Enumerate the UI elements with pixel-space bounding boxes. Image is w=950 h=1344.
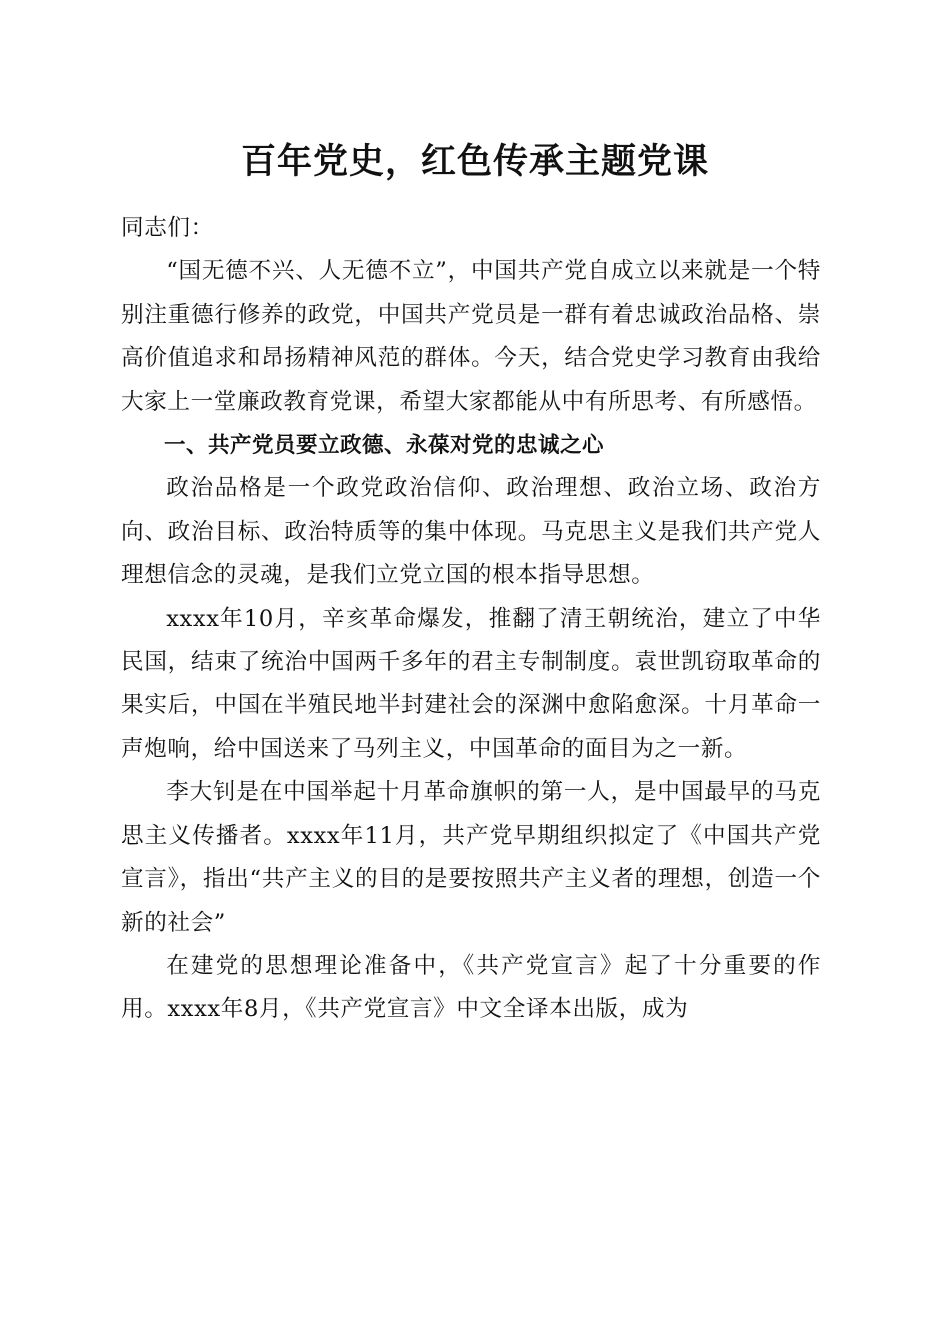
paragraph-li-dazhao: 李大钊是在中国举起十月革命旗帜的第一人，是中国最早的马克思主义传播者。xxxx年11月，共产党早期组织拟定了《中国共产党宣言》，指出“共产主义的目的是要按照共产主义者的理想，创造一个新的社会” (121, 779, 821, 936)
section-heading-1: 一、共产党员要立政德、永葆对党的忠诚之心 (164, 433, 605, 459)
paragraph-intro: “国无德不兴、人无德不立”，中国共产党自成立以来就是一个特别注重德行修养的政党，中国共产党员是一群有着忠诚政治品格、崇高价值追求和昂扬精神风范的群体。今天，结合党史学习教育由我给大家上一堂廉政教育党课，希望大家都能从中有所思考、有所感悟。 (121, 258, 821, 415)
paragraph-manifesto: 在建党的思想理论准备中，《共产党宣言》起了十分重要的作用。xxxx年8月，《共产党宣言》中文全译本出版，成为 (121, 952, 821, 1023)
document-body (121, 207, 821, 1032)
document-title: 百年党史，红色传承主题党课 (240, 141, 709, 182)
paragraph-xinhai-revolution: xxxx年10月，辛亥革命爆发，推翻了清王朝统治，建立了中华民国，结束了统治中国两千多年的君主专制制度。袁世凯窃取革命的果实后，中国在半殖民地半封建社会的深渊中愈陷愈深。十月革命一声炮响，给中国送来了马列主义，中国革命的面目为之一新。 (121, 605, 821, 762)
paragraph-political-character: 政治品格是一个政党政治信仰、政治理想、政治立场、政治方向、政治目标、政治特质等的集中体现。马克思主义是我们共产党人理想信念的灵魂，是我们立党立国的根本指导思想。 (121, 475, 821, 589)
salutation: 同志们： (121, 215, 214, 241)
